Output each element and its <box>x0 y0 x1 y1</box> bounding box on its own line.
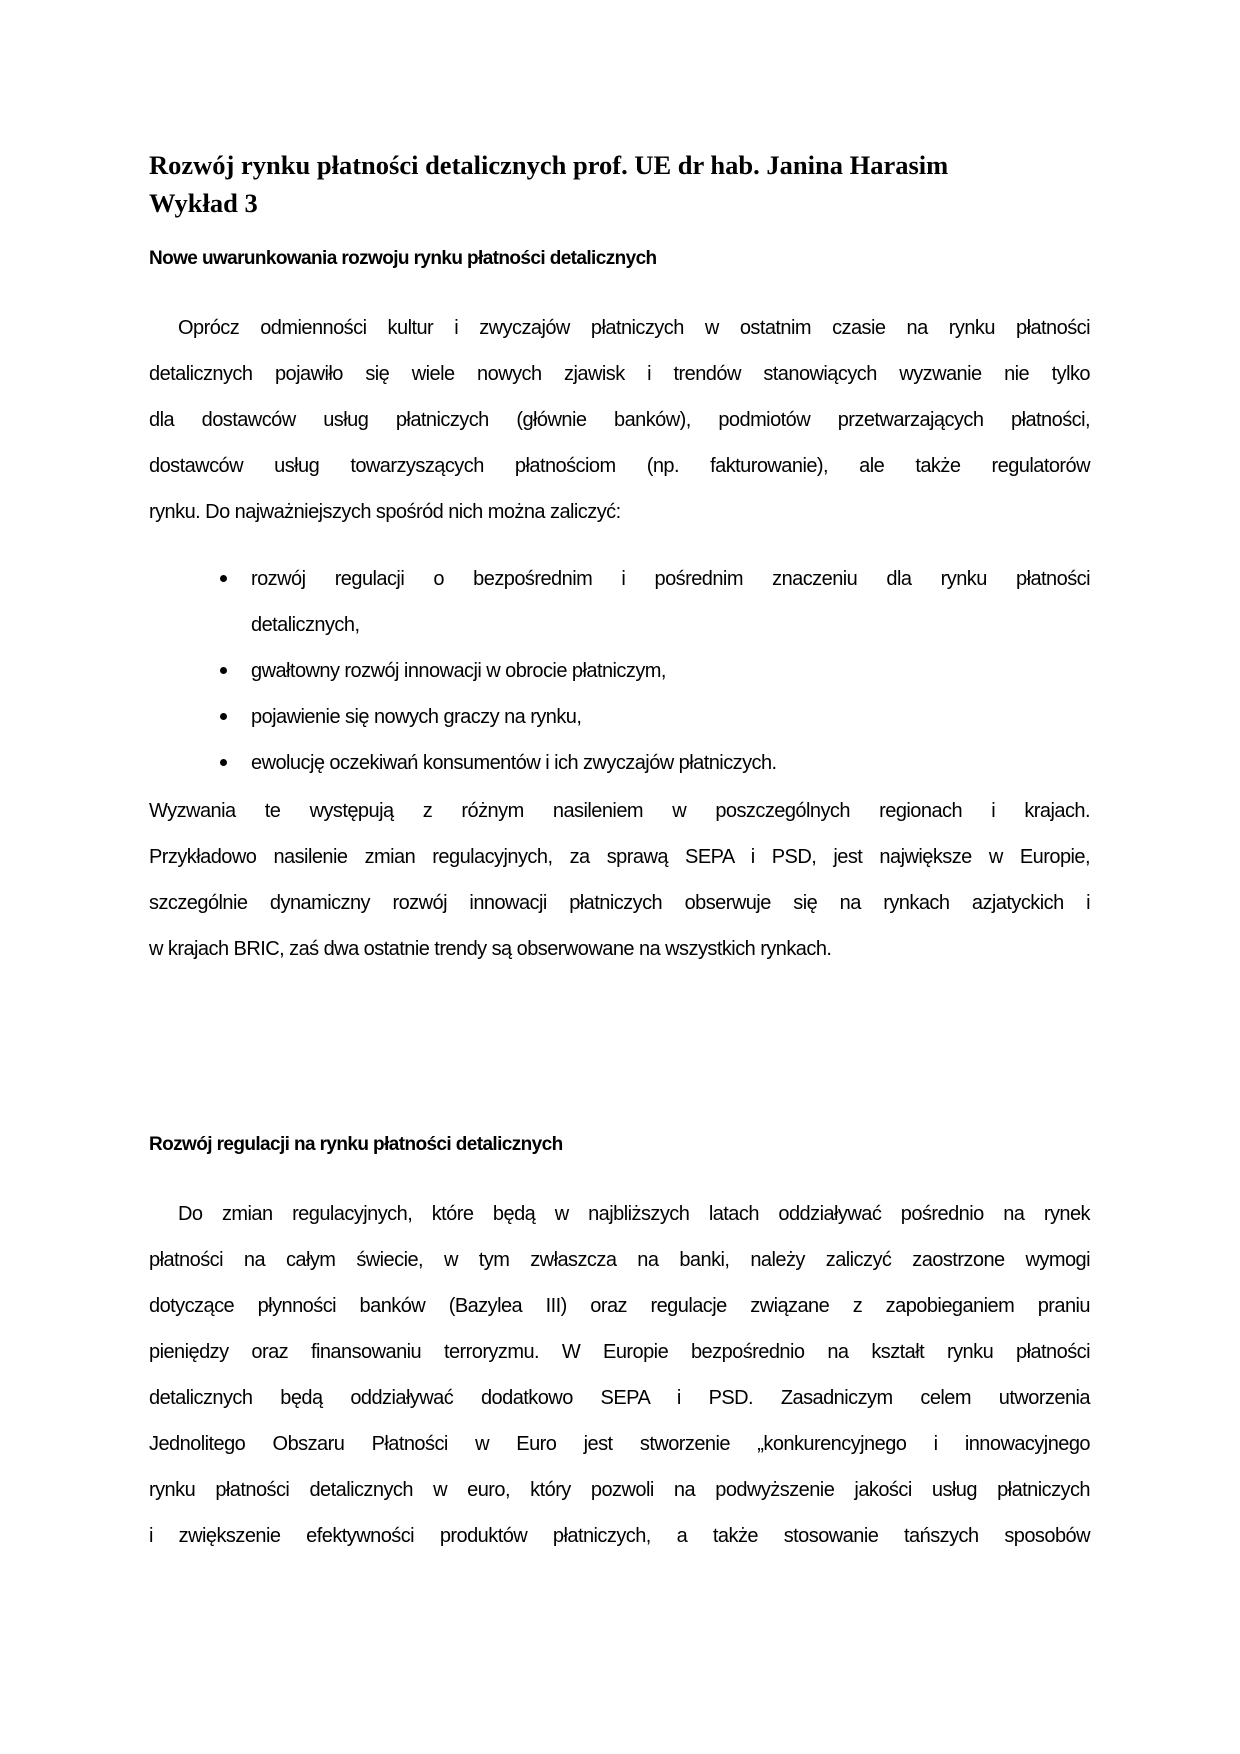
text-line: w krajach BRIC, zaś dwa ostatnie trendy są obserwowane na wszystkich rynkach. <box>149 938 832 960</box>
title-line-1: Rozwój rynku płatności detalicznych prof. UE dr hab. Janina Harasim <box>149 150 949 180</box>
text-line: płatności na całym świecie, w tym zwłaszcza na banki, należy zaliczyć zaostrzone wymogi <box>149 1249 1090 1271</box>
title-line-2: Wykład 3 <box>149 188 258 218</box>
section-1-closing <box>149 788 1090 972</box>
text-line: Wyzwania te występują z różnym nasileniem w poszczególnych regionach i krajach. <box>149 800 1090 822</box>
text-line: rynku płatności detalicznych w euro, który pozwoli na podwyższenie jakości usług płatniczych <box>149 1479 1090 1501</box>
text-line: i zwiększenie efektywności produktów płatniczych, a także stosowanie tańszych sposobów <box>149 1525 1090 1547</box>
text-line: ewolucję oczekiwań konsumentów i ich zwyczajów płatniczych. <box>251 752 777 774</box>
text-line: Jednolitego Obszaru Płatności w Euro jest stworzenie „konkurencyjnego i innowacyjnego <box>149 1433 1090 1455</box>
text-line: gwałtowny rozwój innowacji w obrocie płatniczym, <box>251 660 666 682</box>
bullet-icon <box>220 667 227 674</box>
section-2-heading: Rozwój regulacji na rynku płatności detalicznych <box>149 1134 563 1155</box>
text-line: Przykładowo nasilenie zmian regulacyjnych, za sprawą SEPA i PSD, jest największe w Europie, <box>149 846 1090 868</box>
list-item <box>220 556 1090 648</box>
list-item <box>220 648 1090 694</box>
text-line: pojawienie się nowych graczy na rynku, <box>251 706 582 728</box>
text-line: detalicznych będą oddziaływać dodatkowo SEPA i PSD. Zasadniczym celem utworzenia <box>149 1387 1090 1409</box>
text-line: dla dostawców usług płatniczych (głównie banków), podmiotów przetwarzających płatności, <box>149 409 1090 431</box>
bullet-icon <box>220 713 227 720</box>
bullet-icon <box>220 759 227 766</box>
text-line: detalicznych, <box>251 614 360 636</box>
text-line: Do zmian regulacyjnych, które będą w najbliższych latach oddziaływać pośrednio na rynek <box>178 1203 1090 1225</box>
text-line: pieniędzy oraz finansowaniu terroryzmu. W Europie bezpośrednio na kształt rynku płatności <box>149 1341 1090 1363</box>
text-line: szczególnie dynamiczny rozwój innowacji płatniczych obserwuje się na rynkach azjatyckich i <box>149 892 1090 914</box>
text-line: dotyczące płynności banków (Bazylea III) oraz regulacje związane z zapobieganiem praniu <box>149 1295 1090 1317</box>
text-line: Oprócz odmienności kultur i zwyczajów płatniczych w ostatnim czasie na rynku płatności <box>178 317 1090 339</box>
text-line: detalicznych pojawiło się wiele nowych zjawisk i trendów stanowiących wyzwanie nie tylko <box>149 363 1090 385</box>
bullet-icon <box>220 575 227 582</box>
bullet-list <box>220 556 1090 786</box>
text-line: rozwój regulacji o bezpośrednim i pośrednim znaczeniu dla rynku płatności <box>251 568 1090 590</box>
text-line: dostawców usług towarzyszących płatnościom (np. fakturowanie), ale także regulatorów <box>149 455 1090 477</box>
list-item <box>220 740 1090 786</box>
document-title <box>149 146 1109 222</box>
section-1-intro <box>149 305 1090 535</box>
text-line: rynku. Do najważniejszych spośród nich można zaliczyć: <box>149 501 621 523</box>
list-item <box>220 694 1090 740</box>
section-2-body <box>149 1191 1090 1559</box>
section-1-heading: Nowe uwarunkowania rozwoju rynku płatności detalicznych <box>149 248 657 269</box>
